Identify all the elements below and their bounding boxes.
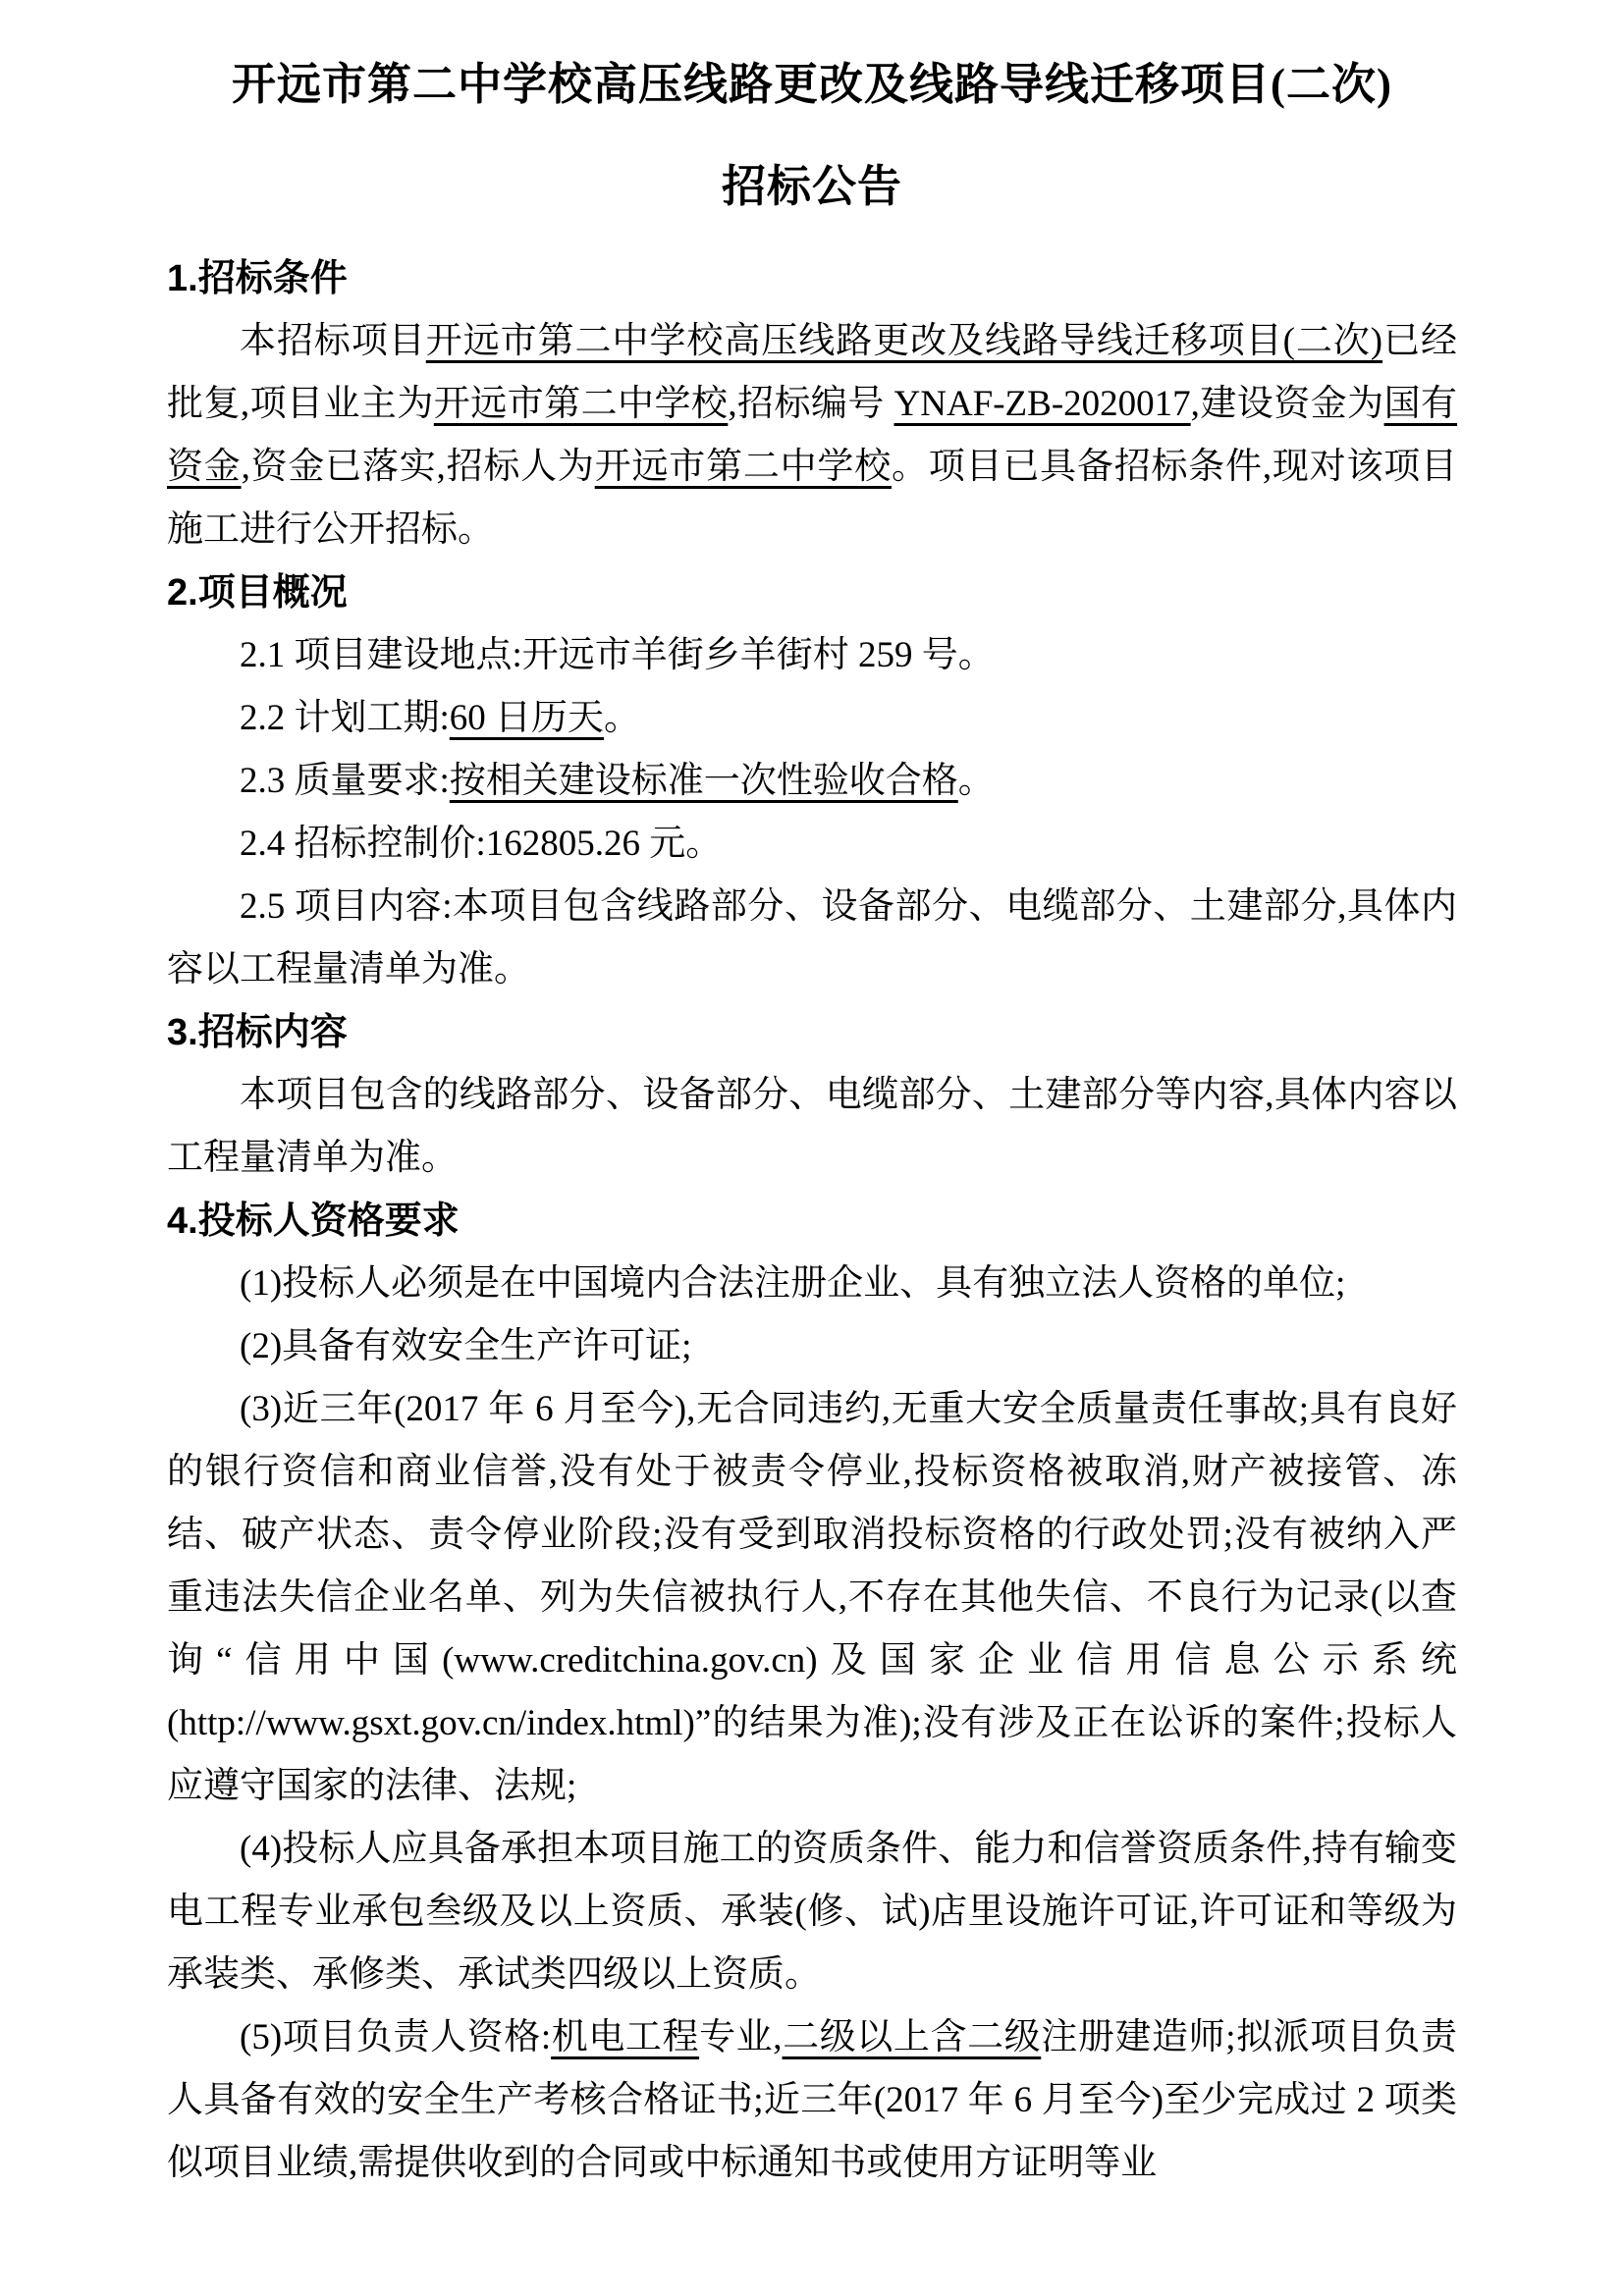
item-2-4-control-price: 2.4 招标控制价:162805.26 元。 [240,824,723,864]
document-title [167,33,1457,238]
item-4-1-qualification: (1)投标人必须是在中国境内合法注册企业、具有独立法人资格的单位; [240,1263,1346,1304]
underlined-owner-name: 开远市第二中学校 [433,384,729,424]
underlined-project-name: 开远市第二中学校高压线路更改及线路导线迁移项目(二次) [425,321,1383,361]
underlined-quality-requirement: 按相关建设标准一次性验收合格 [449,761,958,801]
text-run: ,建设资金为 [1190,384,1384,424]
underlined-duration-value: 60 日历天 [449,698,605,738]
document-title-line-1: 开远市第二中学校高压线路更改及线路导线迁移项目(二次) [232,60,1392,109]
item-2-2-duration [167,687,1457,750]
text-run: 已经批复,项目业主为 [167,321,1457,424]
document-title-line-2: 招标公告 [721,162,902,211]
section-2-heading: 2.项目概况 [167,572,348,614]
item-4-2-license: (2)具备有效安全生产许可证; [240,1326,692,1366]
text-run: 注册建造师;拟派项目负责人具备有效的安全生产考核合格证书;近三年(2017 年 6 月至今)至少完成过 2 项类似项目业绩,需提供收到的合同或中标通知书或使用方证明等业 [167,2017,1458,2183]
underlined-fund-source: 国有资金 [167,384,1458,487]
underlined-tender-number: YNAF-ZB-2020017 [893,384,1191,424]
text-run: 。项目已具备招标条件,现对该项目施工进行公开招标。 [167,447,1458,550]
item-2-3-quality [167,750,1457,813]
text-run: ,招标编号 [728,384,894,424]
text-run: 2.3 质量要求: [240,761,450,801]
item-4-4-construction-qualification: (4)投标人应具备承担本项目施工的资质条件、能力和信誉资质条件,持有输变电工程专业承包叁级及以上资质、承装(修、试)店里设施许可证,许可证和等级为承装类、承修类、承试类四级以上资质。 [167,1829,1457,1995]
section-4-heading: 4.投标人资格要求 [167,1201,460,1242]
underlined-builder-level: 二级以上含二级 [782,2017,1042,2057]
text-run: ,资金已落实,招标人为 [241,447,595,487]
underlined-major: 机电工程 [551,2017,700,2057]
text-run: 。 [957,761,995,801]
text-run: (5)项目负责人资格: [240,2017,552,2057]
item-4-3-credit-record: (3)近三年(2017 年 6 月至今),无合同违约,无重大安全质量责任事故;具有良好的银行资信和商业信誉,没有处于被责令停业,投标资格被取消,财产被接管、冻结、破产状态、责令停业阶段;没有受到取消投标资格的行政处罚;没有被纳入严重违法失信企业名单、列为失信被执行人,不存在其他失信、不良行为记录(以查询“信用中国(www.creditchina.gov.cn)及国家企业信用信息公示系统(http://www.gsxt.gov.cn/index.html)”的结果为准);没有涉及正在讼诉的案件;投标人应遵守国家的法律、法规; [167,1389,1457,1806]
section-3-paragraph: 本项目包含的线路部分、设备部分、电缆部分、土建部分等内容,具体内容以工程量清单为准。 [167,1075,1457,1178]
section-3-heading: 3.招标内容 [167,1012,348,1053]
item-2-1-location: 2.1 项目建设地点:开远市羊街乡羊街村 259 号。 [240,635,995,675]
section-1-heading: 1.招标条件 [167,258,348,299]
text-run: 2.2 计划工期: [240,698,450,738]
text-run: 专业, [699,2017,783,2057]
item-2-5-project-content: 2.5 项目内容:本项目包含线路部分、设备部分、电缆部分、土建部分,具体内容以工程量清单为准。 [167,886,1457,989]
text-run: 。 [604,698,641,738]
text-run: 本招标项目 [240,321,426,361]
section-1-paragraph [167,310,1457,561]
underlined-tenderer-name: 开远市第二中学校 [594,447,892,487]
item-4-5-project-manager [167,2006,1457,2195]
